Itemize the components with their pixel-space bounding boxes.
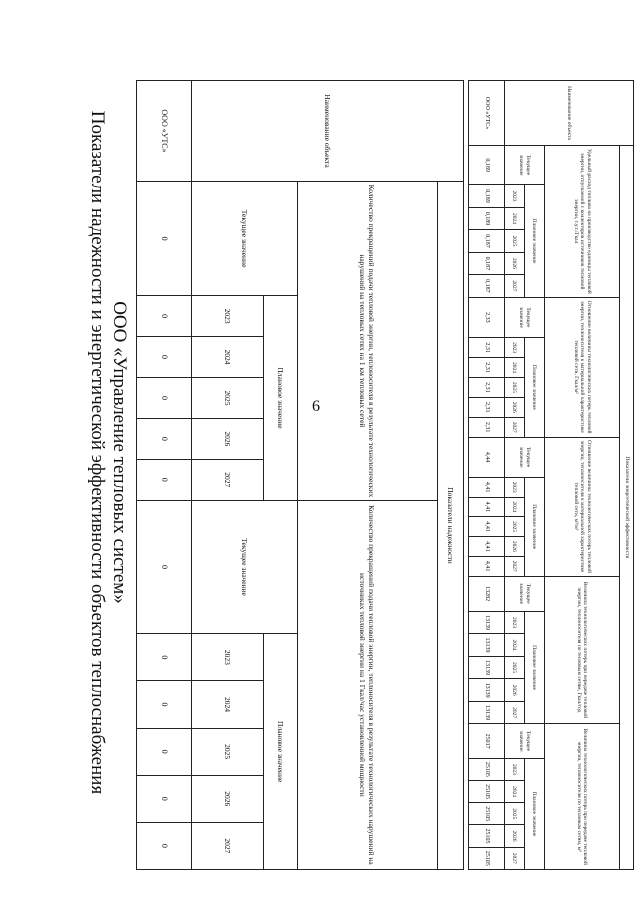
- year-header: 2027: [504, 701, 524, 724]
- year-header: 2026: [192, 775, 263, 822]
- year-header: 2025: [504, 230, 524, 252]
- table-cell: 4,41: [469, 497, 505, 517]
- year-header: 2024: [504, 207, 524, 229]
- planned-value-header: Плановое значение: [524, 758, 544, 869]
- table-cell: 0,189: [469, 185, 505, 207]
- table-cell: 13139: [469, 679, 505, 702]
- group-header: Количество прекращений подачи тепловой энергии, теплоносителя в результате технологических нарушений на источниках тепловой энергии на 1 Гкал/час установленной мощности: [297, 500, 437, 869]
- object-name: ООО «УТС»: [469, 81, 505, 146]
- year-header: 2024: [504, 358, 524, 378]
- table-cell: 0,187: [469, 230, 505, 252]
- year-header: 2023: [504, 477, 524, 497]
- table-cell: 13139: [469, 656, 505, 679]
- planned-value-header: Плановое значение: [263, 296, 297, 501]
- year-header: 2023: [504, 185, 524, 207]
- table-cell: 4,41: [469, 477, 505, 497]
- year-header: 2023: [504, 611, 524, 634]
- year-header: 2024: [504, 634, 524, 657]
- table-cell: 2,31: [469, 397, 505, 417]
- year-header: 2025: [504, 656, 524, 679]
- group-header: Величина технологических потерь при передаче тепловой энергии, теплоносителя по тепловым сетям, Гкал/год: [544, 576, 620, 724]
- table-cell: 13139: [469, 611, 505, 634]
- table-row: [544, 81, 620, 870]
- current-value-header: Текущее значение: [504, 437, 544, 477]
- planned-value-header: Плановое значение: [524, 611, 544, 724]
- table-cell: 25105: [469, 781, 505, 803]
- current-value-header: Текущее значение: [504, 724, 544, 758]
- table-cell: 0: [137, 681, 192, 728]
- document-subtitle: ООО «Управление тепловых систем»: [109, 301, 130, 604]
- table-cell: 2,31: [469, 417, 505, 437]
- table-cell: 0: [137, 822, 192, 869]
- year-header: 2023: [192, 296, 263, 337]
- year-header: 2027: [504, 847, 524, 869]
- year-header: 2026: [504, 825, 524, 847]
- year-header: 2027: [192, 459, 263, 500]
- year-header: 2026: [504, 252, 524, 274]
- year-header: 2025: [504, 803, 524, 825]
- current-value-header: Текущее значение: [504, 146, 544, 185]
- column-header-object: Наименование объекта: [504, 81, 633, 146]
- planned-value-header: Плановое значение: [263, 634, 297, 870]
- table-cell: 0,187: [469, 252, 505, 274]
- planned-value-header: Плановое значение: [524, 338, 544, 437]
- year-header: 2026: [504, 537, 524, 557]
- year-header: 2027: [192, 822, 263, 869]
- current-value-header: Текущее значение: [192, 500, 297, 634]
- planned-value-header: Плановое значение: [524, 185, 544, 297]
- document-title: Показатели надежности и энергетической эффективности объектов теплоснабжения: [87, 110, 108, 795]
- table-cell: 0: [137, 775, 192, 822]
- group-header: Количество прекращений подачи тепловой энергии, теплоносителя в результате технологических нарушений на тепловых сетях на 1 км тепловых сетей: [297, 182, 437, 501]
- column-header-object: Наименование объекта: [192, 81, 464, 182]
- table-cell: 4,41: [469, 556, 505, 576]
- group-header: Отношение величины технологических потерь тепловой энергии, теплоносителя к материальной характеристике тепловой сети, м³/м²: [544, 437, 620, 576]
- group-header: Удельный расход топлива на производство единицы тепловой энергии, отпускаемой с коллекторов источников тепловой энергии, т.у.т./Гкал: [544, 146, 620, 298]
- planned-value-header: Плановое значение: [524, 477, 544, 576]
- year-header: 2027: [504, 275, 524, 297]
- table-cell: 25105: [469, 847, 505, 869]
- table-cell: 0: [137, 728, 192, 775]
- group-header: Величина технологических потерь при передаче тепловой энергии, теплоносителя по тепловым сетям, м³: [544, 724, 620, 870]
- table-cell: 2,31: [469, 338, 505, 358]
- year-header: 2023: [504, 758, 524, 780]
- year-header: 2025: [192, 377, 263, 418]
- current-value-header: Текущее значение: [504, 576, 544, 611]
- year-header: 2026: [504, 397, 524, 417]
- table-cell: 25105: [469, 825, 505, 847]
- table-cell: 13139: [469, 701, 505, 724]
- year-header: 2023: [192, 634, 263, 681]
- year-header: 2026: [192, 418, 263, 459]
- table-row: [524, 81, 544, 870]
- table-row: [297, 81, 437, 870]
- year-header: 2025: [192, 728, 263, 775]
- table-row: [469, 81, 505, 870]
- table-cell: 25017: [469, 724, 505, 758]
- year-header: 2026: [504, 679, 524, 702]
- table-cell: 2,33: [469, 297, 505, 338]
- year-header: 2027: [504, 417, 524, 437]
- table-cell: 0: [137, 377, 192, 418]
- reliability-table: [136, 80, 464, 870]
- year-header: 2025: [504, 377, 524, 397]
- page-number: 6: [312, 398, 320, 415]
- group-header: Отношение величины технологических потерь тепловой энергии, теплоносителя к материальной характеристике тепловой сети, Гкал/м²: [544, 297, 620, 437]
- table-row: [263, 81, 297, 870]
- table-row: [620, 81, 634, 870]
- table-cell: 0: [137, 459, 192, 500]
- table-cell: 0: [137, 182, 192, 296]
- table-cell: 0: [137, 634, 192, 681]
- year-header: 2024: [192, 681, 263, 728]
- table-row: [137, 81, 192, 870]
- current-value-header: Текущее значение: [192, 182, 297, 296]
- table-cell: 4,41: [469, 517, 505, 537]
- table-cell: 2,31: [469, 358, 505, 378]
- table-cell: 13282: [469, 576, 505, 611]
- table-cell: 13139: [469, 634, 505, 657]
- table-cell: 4,44: [469, 437, 505, 477]
- table-cell: 4,41: [469, 537, 505, 557]
- year-header: 2027: [504, 556, 524, 576]
- object-name: ООО «УТС»: [137, 81, 192, 182]
- current-value-header: Текущее значение: [504, 297, 544, 338]
- efficiency-table: [468, 80, 634, 870]
- year-header: 2024: [192, 337, 263, 378]
- table-cell: 0,189: [469, 207, 505, 229]
- year-header: 2023: [504, 338, 524, 358]
- table-cell: 0: [137, 418, 192, 459]
- year-header: 2024: [504, 781, 524, 803]
- section-header: Показатели энергетической эффективности: [620, 146, 634, 870]
- year-header: 2024: [504, 497, 524, 517]
- table-row: [437, 81, 463, 870]
- table-cell: 25105: [469, 803, 505, 825]
- section-header: Показатели надежности: [437, 182, 463, 870]
- table-cell: 0,189: [469, 146, 505, 185]
- table-cell: 0: [137, 296, 192, 337]
- table-cell: 2,31: [469, 377, 505, 397]
- table-cell: 0: [137, 337, 192, 378]
- table-cell: 0: [137, 500, 192, 634]
- table-cell: 0,187: [469, 275, 505, 297]
- table-cell: 25105: [469, 758, 505, 780]
- year-header: 2025: [504, 517, 524, 537]
